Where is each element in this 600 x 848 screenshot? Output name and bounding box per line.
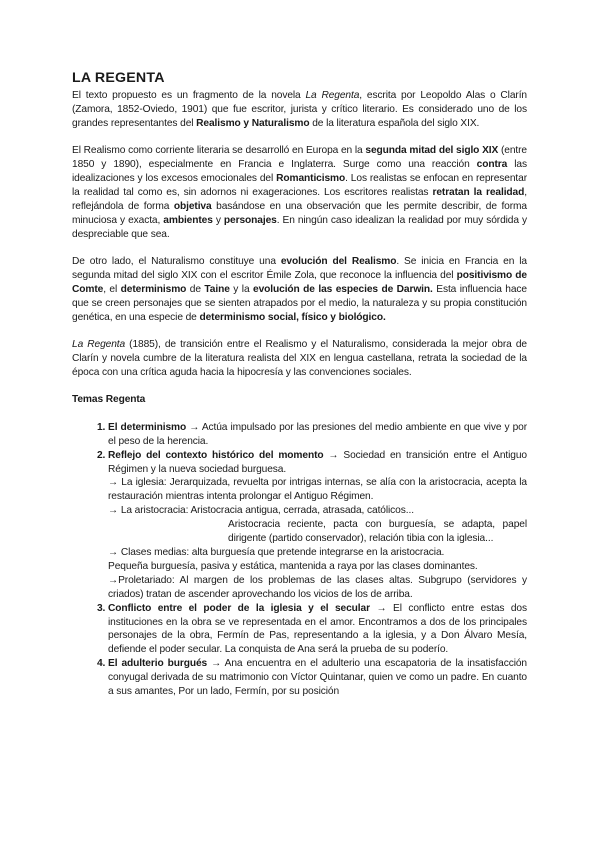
context-aristocracy-recent: Aristocracia reciente, pacta con burguesía, se adapta, papel dirigente (partido conservador), relación tibia con la iglesia... [228,519,527,545]
bold-term: retratan la realidad [432,186,525,198]
text-run: (1885), de transición entre el Realismo y el Naturalismo, considerada la mejor obra de Clarín y novela cumbre de la literatura realista del XIX en lengua castellana, retrata la sociedad de la época con una crítica aguda hacia la hipocresía y las convenciones sociales. [72,339,527,378]
theme-title: Conflicto entre el poder de la iglesia y el secular [108,602,370,614]
document-title: LA REGENTA [72,70,165,86]
paragraph-spacer [72,131,527,145]
text-run: De otro lado, el Naturalismo constituye una [72,256,281,268]
text-run: . Se inicia en Francia en la segunda mitad del siglo XIX con el escritor Émile Zola, que reconoce la influencia del [72,256,527,281]
regenta-paragraph [72,338,527,380]
text-run: las idealizaciones y los excesos emocionales del [72,159,527,185]
bold-term: determinismo social, físico y biológico. [199,311,386,323]
theme-item-historical-context [108,449,527,602]
bold-term: contra [476,159,508,171]
bold-term: Taine [204,283,230,295]
bold-term: objetiva [173,200,212,212]
text-run: y la [229,283,254,295]
theme-text: → Ana encuentra en el adulterio una escapatoria de la insatisfacción conyugal derivada de su matrimonio con Víctor Quintanar, quien ve como un padre. En cuanto a sus amantes, Por un lado, Fermín, por su posición [108,658,527,698]
bold-term: segunda mitad del siglo XIX [365,145,499,157]
theme-item-church-vs-secular [108,602,527,658]
bold-term: Romanticismo [276,173,346,185]
bold-term: personajes [223,214,277,226]
text-run: El texto propuesto es un fragmento de la novela [72,90,306,101]
document-body [72,70,527,699]
text-run: y [212,214,224,226]
themes-heading: Temas Regenta [72,394,146,406]
intro-paragraph [72,89,527,131]
novel-title-italic: La Regenta [305,90,360,101]
naturalism-paragraph [72,255,527,325]
bold-term: evolución del Realismo [280,256,397,268]
text-run: . Los realistas se enfocan en representar la realidad tal como es, sin adornos ni exageraciones. Los escritores realistas [72,173,527,198]
bold-term: determinismo [120,283,187,295]
realism-paragraph [72,144,527,241]
theme-item-adultery [108,657,527,699]
context-middle-classes: → Clases medias: alta burguesía que pretende integrarse en la aristocracia. [108,546,445,558]
text-run: . En ningún caso idealizan la realidad por muy sórdida y despreciable que sea. [72,214,527,240]
text-run: basándose en una observación que les permite describir, de forma minuciosa y exacta, [72,200,527,226]
text-run: (entre 1850 y 1890), especialmente en Francia e Inglaterra. Surge como una reacción [72,145,527,171]
text-run: de la literatura española del siglo XIX. [309,117,480,129]
theme-text: → El conflicto entre estas dos instituciones en la obra se ve representada en el amor. Encontramos a dos de los principales personajes de la obra, Fermín de Pas, representando a la iglesia, y a Don Álvaro Mesía, defiende el poder secular. La conquista de Ana será la prueba de su poderío. [108,602,527,656]
paragraph-spacer [72,407,527,421]
theme-title: El adulterio burgués [108,658,208,670]
text-run: , reflejándola de forma [72,186,527,212]
theme-title: El determinismo [108,421,187,433]
novel-title-italic: La Regenta [72,339,126,351]
bold-term: positivismo de Comte [72,269,527,295]
bold-term: Realismo y Naturalismo [196,117,310,129]
paragraph-spacer [72,325,527,339]
bold-term: ambientes [163,214,213,226]
theme-title: Reflejo del contexto histórico del momento [108,449,324,461]
theme-item-determinism [108,421,527,449]
themes-list [72,421,527,699]
text-run: El Realismo como corriente literaria se desarrolló en Europa en la [72,145,366,157]
context-aristocracy: → La aristocracia: Aristocracia antigua, cerrada, atrasada, católicos... [108,505,414,517]
text-run: , el [103,283,121,295]
theme-text: → Actúa impulsado por las presiones del medio ambiente en que vive y por el peso de la herencia. [108,421,527,447]
context-church: → La iglesia: Jerarquizada, revuelta por intrigas internas, se alía con la aristocracia, acepta la restauración mientras intenta prolongar el Antiguo Régimen. [108,477,527,503]
paragraph-spacer [72,380,527,394]
text-run: , escrita por Leopoldo Alas o Clarín (Zamora, 1852-Oviedo, 1901) que fue escritor, jurista y crítico literario. Es considerado uno de los grandes representantes del [72,90,527,129]
bold-term: evolución de las especies de Darwin. [253,283,433,295]
text-run: Esta influencia hace que se creen personajes que se sienten atrapados por el medio, la naturaleza y su propia constitución genética, en una especie de [72,283,527,323]
theme-text: → Sociedad en transición entre el Antiguo Régimen y la nueva sociedad burguesa. [108,449,528,475]
context-petty-bourgeoisie: Pequeña burguesía, pasiva y estática, mantenida a raya por las clases dominantes. [108,560,478,572]
context-proletariat: →Proletariado: Al margen de los problemas de las clases altas. Subgrupo (servidores y criados) tratan de ascender aprovechando los vicios de los de arriba. [108,574,527,600]
paragraph-spacer [72,242,527,256]
text-run: de [186,283,205,295]
